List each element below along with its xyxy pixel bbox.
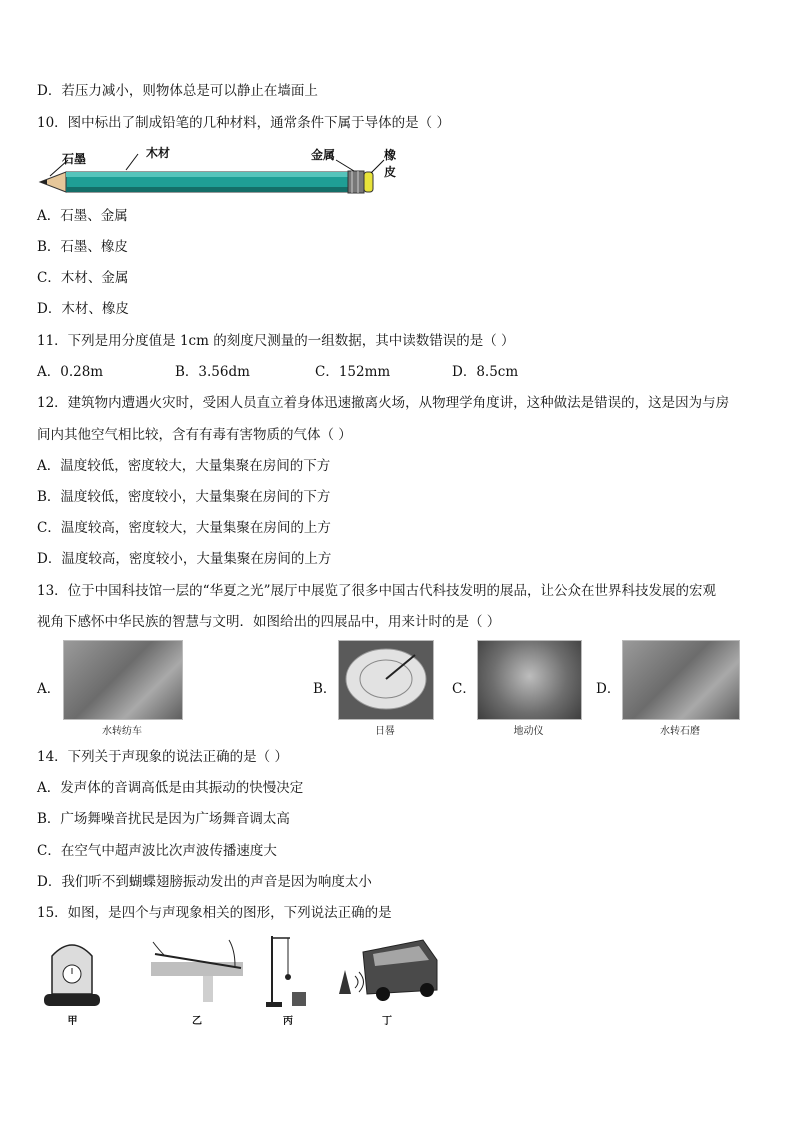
- option-10c: C．木材、金属: [37, 270, 129, 286]
- question-15: 15．如图，是四个与声现象相关的图形，下列说法正确的是: [37, 905, 392, 921]
- option-11d: D．8.5cm: [452, 364, 519, 380]
- option-12c: C．温度较高，密度较大，大量集聚在房间的上方: [37, 520, 331, 536]
- question-11: 11．下列是用分度值是 1cm 的刻度尺测量的一组数据，其中读数错误的是（ ）: [37, 333, 515, 349]
- option-11c: C．152mm: [315, 364, 391, 380]
- caption-13c: 地动仪: [513, 726, 544, 737]
- option-13a-letter: A．: [37, 681, 61, 697]
- option-12b: B．温度较低，密度较小，大量集聚在房间的下方: [37, 489, 331, 505]
- question-13-line2: 视角下感怀中华民族的智慧与文明．如图给出的四展品中，用来计时的是（ ）: [37, 614, 501, 630]
- question-13-line1: 13．位于中国科技馆一层的“华夏之光”展厅中展览了很多中国古代科技发明的展品，让公众在世界科技发展的宏观: [37, 583, 716, 599]
- question-12-line1: 12．建筑物内遭遇火灾时，受困人员直立着身体迅速撤离火场，从物理学角度讲，这种做法是错误的，这是因为与房: [37, 395, 730, 411]
- caption-13d: 水转石磨: [660, 726, 700, 737]
- option-12d: D．温度较高，密度较小，大量集聚在房间的上方: [37, 551, 332, 567]
- caption-13a: 水转纺车: [102, 726, 142, 737]
- option-14c: C．在空气中超声波比次声波传播速度大: [37, 843, 277, 859]
- tuning-fork-icon: [264, 932, 312, 1010]
- line-q9-d: D．若压力减小，则物体总是可以静止在墙面上: [37, 83, 318, 99]
- car-radar-icon: [333, 932, 441, 1010]
- label-metal: 金属: [311, 148, 336, 162]
- option-14a: A．发声体的音调高低是由其振动的快慢决定: [37, 780, 304, 796]
- pencil-drawing: [38, 142, 388, 194]
- option-13d-letter: D．: [596, 681, 621, 697]
- caption-15-bing: 丙: [283, 1016, 293, 1027]
- photo-sundial: [338, 640, 434, 720]
- ruler-icon: [145, 932, 249, 1010]
- bell-jar-icon: [40, 932, 105, 1010]
- figure-tuning-fork-ball: [264, 932, 312, 1027]
- figure-bell-jar: [40, 932, 105, 1027]
- option-14b: B．广场舞噪音扰民是因为广场舞音调太高: [37, 811, 290, 827]
- caption-13b: 日晷: [375, 726, 395, 737]
- option-13b-letter: B．: [313, 681, 337, 697]
- photo-water-spinning-wheel: [63, 640, 183, 720]
- caption-15-yi: 乙: [192, 1016, 202, 1027]
- question-12-line2: 间内其他空气相比较，含有有毒有害物质的气体（ ）: [37, 427, 352, 443]
- question-10: 10．图中标出了制成铅笔的几种材料，通常条件下属于导体的是（ ）: [37, 115, 450, 131]
- option-12a: A．温度较低，密度较大，大量集聚在房间的下方: [37, 458, 331, 474]
- pencil-figure: [38, 142, 397, 194]
- option-10a: A．石墨、金属: [37, 208, 128, 224]
- option-14d: D．我们听不到蝴蝶翅膀振动发出的声音是因为响度太小: [37, 874, 372, 890]
- photo-water-stone-mill: [622, 640, 740, 720]
- option-10d: D．木材、橡皮: [37, 301, 129, 317]
- option-10b: B．石墨、橡皮: [37, 239, 128, 255]
- option-11b: B．3.56dm: [175, 364, 250, 380]
- option-11a: A．0.28m: [37, 364, 104, 380]
- photo-seismoscope: [477, 640, 582, 720]
- figure-reversing-radar: [333, 932, 441, 1027]
- option-13c-letter: C．: [452, 681, 476, 697]
- label-wood: 木材: [146, 146, 171, 160]
- caption-15-jia: 甲: [67, 1016, 78, 1027]
- caption-15-ding: 丁: [382, 1016, 392, 1027]
- question-14: 14．下列关于声现象的说法正确的是（ ）: [37, 749, 288, 765]
- figure-ruler-on-table: [145, 932, 249, 1027]
- sundial-icon: [339, 641, 433, 719]
- label-graphite: 石墨: [62, 152, 87, 166]
- label-eraser: 橡皮: [384, 148, 397, 179]
